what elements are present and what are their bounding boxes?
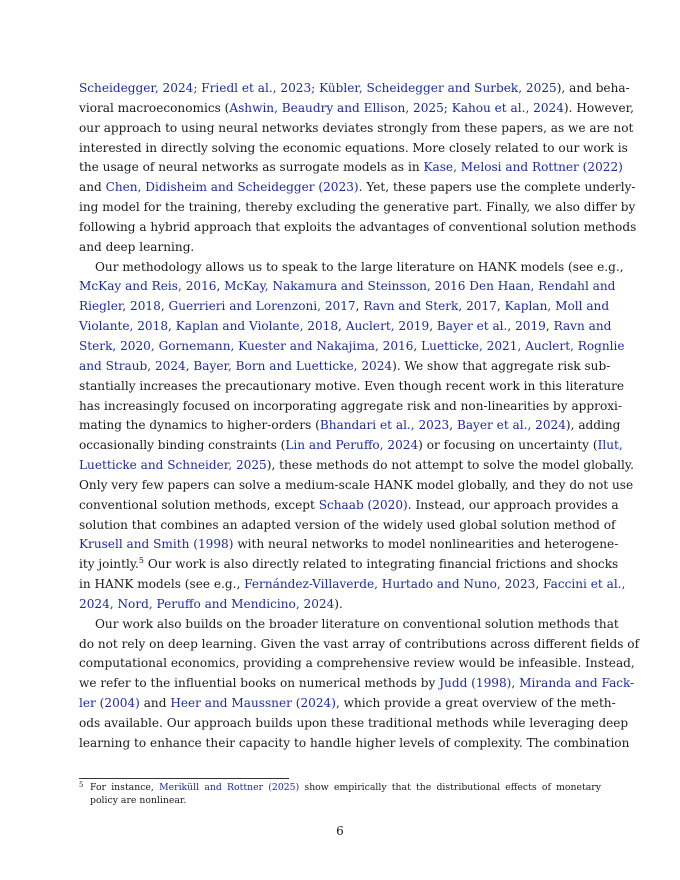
text-run: , xyxy=(511,676,520,691)
citation-link[interactable]: Sterk, 2020, Gornemann, Kuester and Nakajima, 2016 xyxy=(79,338,414,353)
text-run: . Yet, these papers use the complete underly- xyxy=(358,180,636,195)
text-line xyxy=(79,397,622,417)
text-line xyxy=(79,694,616,714)
text-run: computational economics, providing a comprehensive review would be infeasible. Instead, xyxy=(79,656,635,671)
citation-link[interactable]: Schaab (2020) xyxy=(318,497,408,512)
text-line xyxy=(79,158,623,178)
citation-link[interactable]: Faccini et al., xyxy=(543,577,626,592)
text-run: , xyxy=(185,358,194,373)
text-run: and xyxy=(79,180,106,195)
text-line xyxy=(79,357,611,377)
text-run: , xyxy=(413,338,422,353)
citation-link[interactable]: Kaplan, Moll and xyxy=(504,299,610,314)
text-line xyxy=(79,734,630,754)
citation-link[interactable]: Bayer et al., 2019 xyxy=(436,319,546,334)
text-run: . Instead, our approach provides a xyxy=(407,497,619,512)
citation-link[interactable]: Lin and Peruffo, 2024 xyxy=(285,438,419,453)
text-line xyxy=(79,337,625,357)
text-run: ), adding xyxy=(565,418,621,433)
citation-link[interactable]: Auclert, 2019 xyxy=(345,319,430,334)
body-text xyxy=(79,79,640,754)
citation-link[interactable]: ler (2004) xyxy=(79,696,140,711)
citation-link[interactable]: Miranda and Fack- xyxy=(519,676,635,691)
text-run: Our work also builds on the broader literature on conventional solution methods that xyxy=(95,616,619,631)
text-run: Our work is also directly related to integrating financial frictions and shocks xyxy=(143,557,619,572)
text-run: ing model for the training, thereby excluding the generative part. Finally, we also differ by xyxy=(79,200,636,215)
text-run: ), these methods do not attempt to solve the model globally. xyxy=(266,458,634,473)
text-line xyxy=(79,436,623,456)
text-line xyxy=(79,99,634,119)
text-run: , which provide a great overview of the meth- xyxy=(335,696,616,711)
text-run: , xyxy=(216,279,225,294)
citation-link[interactable]: Bhandari et al., 2023 xyxy=(319,418,450,433)
text-line xyxy=(79,476,634,496)
text-run: ) or focusing on uncertainty ( xyxy=(418,438,598,453)
text-line xyxy=(79,635,640,655)
text-line xyxy=(79,555,619,575)
citation-link[interactable]: Luetticke, 2021, Auclert, Rognlie xyxy=(421,338,625,353)
text-run: vioral macroeconomics ( xyxy=(79,100,230,115)
footnote-rule xyxy=(79,778,289,779)
text-run: ods available. Our approach builds upon these traditional methods while leveraging deep xyxy=(79,716,629,730)
text-run: For instance, xyxy=(90,782,160,793)
text-line xyxy=(79,535,619,555)
text-line xyxy=(79,416,621,436)
text-run: , xyxy=(355,299,364,314)
text-line xyxy=(79,516,616,536)
citation-link[interactable]: Meriküll and Rottner (2025) xyxy=(159,782,300,793)
text-run: has increasingly focused on incorporating aggregate risk and non-linearities by approxi- xyxy=(79,398,622,413)
footnote xyxy=(79,781,601,807)
text-line xyxy=(79,218,637,238)
citation-link[interactable]: Scheidegger, 2024; Friedl et al., 2023; Kübler, Scheidegger and Surbek, 2025 xyxy=(79,81,557,95)
text-run: , xyxy=(496,299,505,314)
text-run: ). xyxy=(334,596,343,611)
citation-link[interactable]: Ravn and xyxy=(553,319,612,334)
text-line xyxy=(79,595,601,615)
citation-link[interactable]: Guerrieri and Lorenzoni, 2017 xyxy=(168,299,356,314)
citation-link[interactable]: Luetticke and Schneider, 2025 xyxy=(79,458,267,473)
footnote-ref[interactable]: 5 xyxy=(138,556,144,566)
text-run: , xyxy=(160,299,169,314)
citation-link[interactable]: Riegler, 2018 xyxy=(79,299,161,314)
text-line xyxy=(79,119,634,139)
text-run: , xyxy=(449,418,457,433)
citation-link[interactable]: and Straub, 2024 xyxy=(79,358,186,373)
text-run: the usage of neural networks as surrogate models as in xyxy=(79,160,424,175)
text-run: do not rely on deep learning. Given the vast array of contributions across different fields of xyxy=(79,636,640,651)
text-run: in HANK models (see e.g., xyxy=(79,577,245,592)
text-run: with neural networks to model nonlinearities and heterogene- xyxy=(233,537,619,552)
citation-link[interactable]: McKay and Reis, 2016 xyxy=(79,279,217,294)
citation-link[interactable]: Krusell and Smith (1998) xyxy=(79,537,234,552)
paragraph-2 xyxy=(79,258,634,615)
text-run: , xyxy=(338,319,346,334)
page-number: 6 xyxy=(336,824,344,838)
text-line xyxy=(79,258,624,278)
text-run: occasionally binding constraints ( xyxy=(79,438,286,453)
text-line xyxy=(79,654,635,674)
text-line xyxy=(79,297,610,317)
citation-link[interactable]: Violante, 2018 xyxy=(79,319,169,334)
text-run: Only very few papers can solve a medium-scale HANK model globally, and they do not use xyxy=(79,477,634,492)
text-run: conventional solution methods, except xyxy=(79,497,319,512)
text-line xyxy=(79,377,625,397)
text-run: policy are nonlinear. xyxy=(90,795,187,806)
text-run: learning to enhance their capacity to handle higher levels of complexity. The combination xyxy=(79,735,630,750)
text-line xyxy=(79,496,619,516)
text-line xyxy=(79,79,630,99)
citation-link[interactable]: McKay, Nakamura and Steinsson, 2016 Den Haan, Rendahl and xyxy=(224,279,616,294)
text-run: , xyxy=(429,319,437,334)
citation-link[interactable]: Bayer et al., 2024 xyxy=(456,418,566,433)
text-run: show empirically that the distributional effects of monetary xyxy=(299,782,601,793)
citation-link[interactable]: Fernández-Villaverde, Hurtado and Nuno, 2023 xyxy=(244,577,536,592)
text-run: ), and beha- xyxy=(556,81,630,95)
text-run: ). We show that aggregate risk sub- xyxy=(392,358,611,373)
citation-link[interactable]: 2024, Nord, Peruffo and Mendicino, 2024 xyxy=(79,596,335,611)
footnote-mark: 5 xyxy=(79,781,84,789)
citation-link[interactable]: Judd (1998) xyxy=(439,676,512,691)
paragraph-3 xyxy=(79,615,640,754)
text-run: and xyxy=(139,696,171,711)
citation-link[interactable]: Kase, Melosi and Rottner (2022) xyxy=(423,160,623,175)
text-line xyxy=(79,178,636,198)
citation-link[interactable]: Bayer, Born and Luetticke, 2024 xyxy=(193,358,393,373)
text-line xyxy=(79,615,619,635)
text-line xyxy=(79,714,629,734)
citation-link[interactable]: Chen, Didisheim and Scheidegger (2023) xyxy=(105,180,359,195)
text-run: ). However, xyxy=(563,100,634,115)
text-run: solution that combines an adapted version of the widely used global solution method of xyxy=(79,517,616,532)
text-run: , xyxy=(535,577,544,592)
footnote-line xyxy=(79,781,601,794)
text-line xyxy=(79,674,635,694)
citation-link[interactable]: Ravn and Sterk, 2017 xyxy=(363,299,497,314)
text-line xyxy=(79,277,616,297)
text-run: and deep learning. xyxy=(79,239,195,254)
text-line xyxy=(79,198,636,218)
text-run: Our methodology allows us to speak to the large literature on HANK models (see e.g., xyxy=(95,259,624,274)
citation-link[interactable]: Heer and Maussner (2024) xyxy=(170,696,336,711)
text-line xyxy=(79,575,626,595)
text-line xyxy=(79,238,601,258)
paragraph-1 xyxy=(79,79,637,258)
text-run: , xyxy=(168,319,176,334)
citation-link[interactable]: Ilut, xyxy=(597,438,623,453)
text-run: we refer to the influential books on numerical methods by xyxy=(79,676,440,691)
text-line xyxy=(79,317,612,337)
text-run: our approach to using neural networks deviates strongly from these papers, as we are not xyxy=(79,120,634,135)
text-run: interested in directly solving the economic equations. More closely related to our work is xyxy=(79,140,628,155)
text-line xyxy=(79,456,634,476)
footnote-line xyxy=(79,794,601,807)
text-run: stantially increases the precautionary motive. Even though recent work in this literature xyxy=(79,378,625,393)
text-run: ity jointly. xyxy=(79,557,139,572)
citation-link[interactable]: Ashwin, Beaudry and Ellison, 2025; Kahou et al., 2024 xyxy=(229,100,564,115)
footnote-text xyxy=(79,781,601,807)
text-run: following a hybrid approach that exploits the advantages of conventional solution methods xyxy=(79,219,637,234)
citation-link[interactable]: Kaplan and Violante, 2018 xyxy=(175,319,339,334)
text-run: , xyxy=(545,319,554,334)
text-run: mating the dynamics to higher-orders ( xyxy=(79,418,320,433)
text-line xyxy=(79,139,628,159)
